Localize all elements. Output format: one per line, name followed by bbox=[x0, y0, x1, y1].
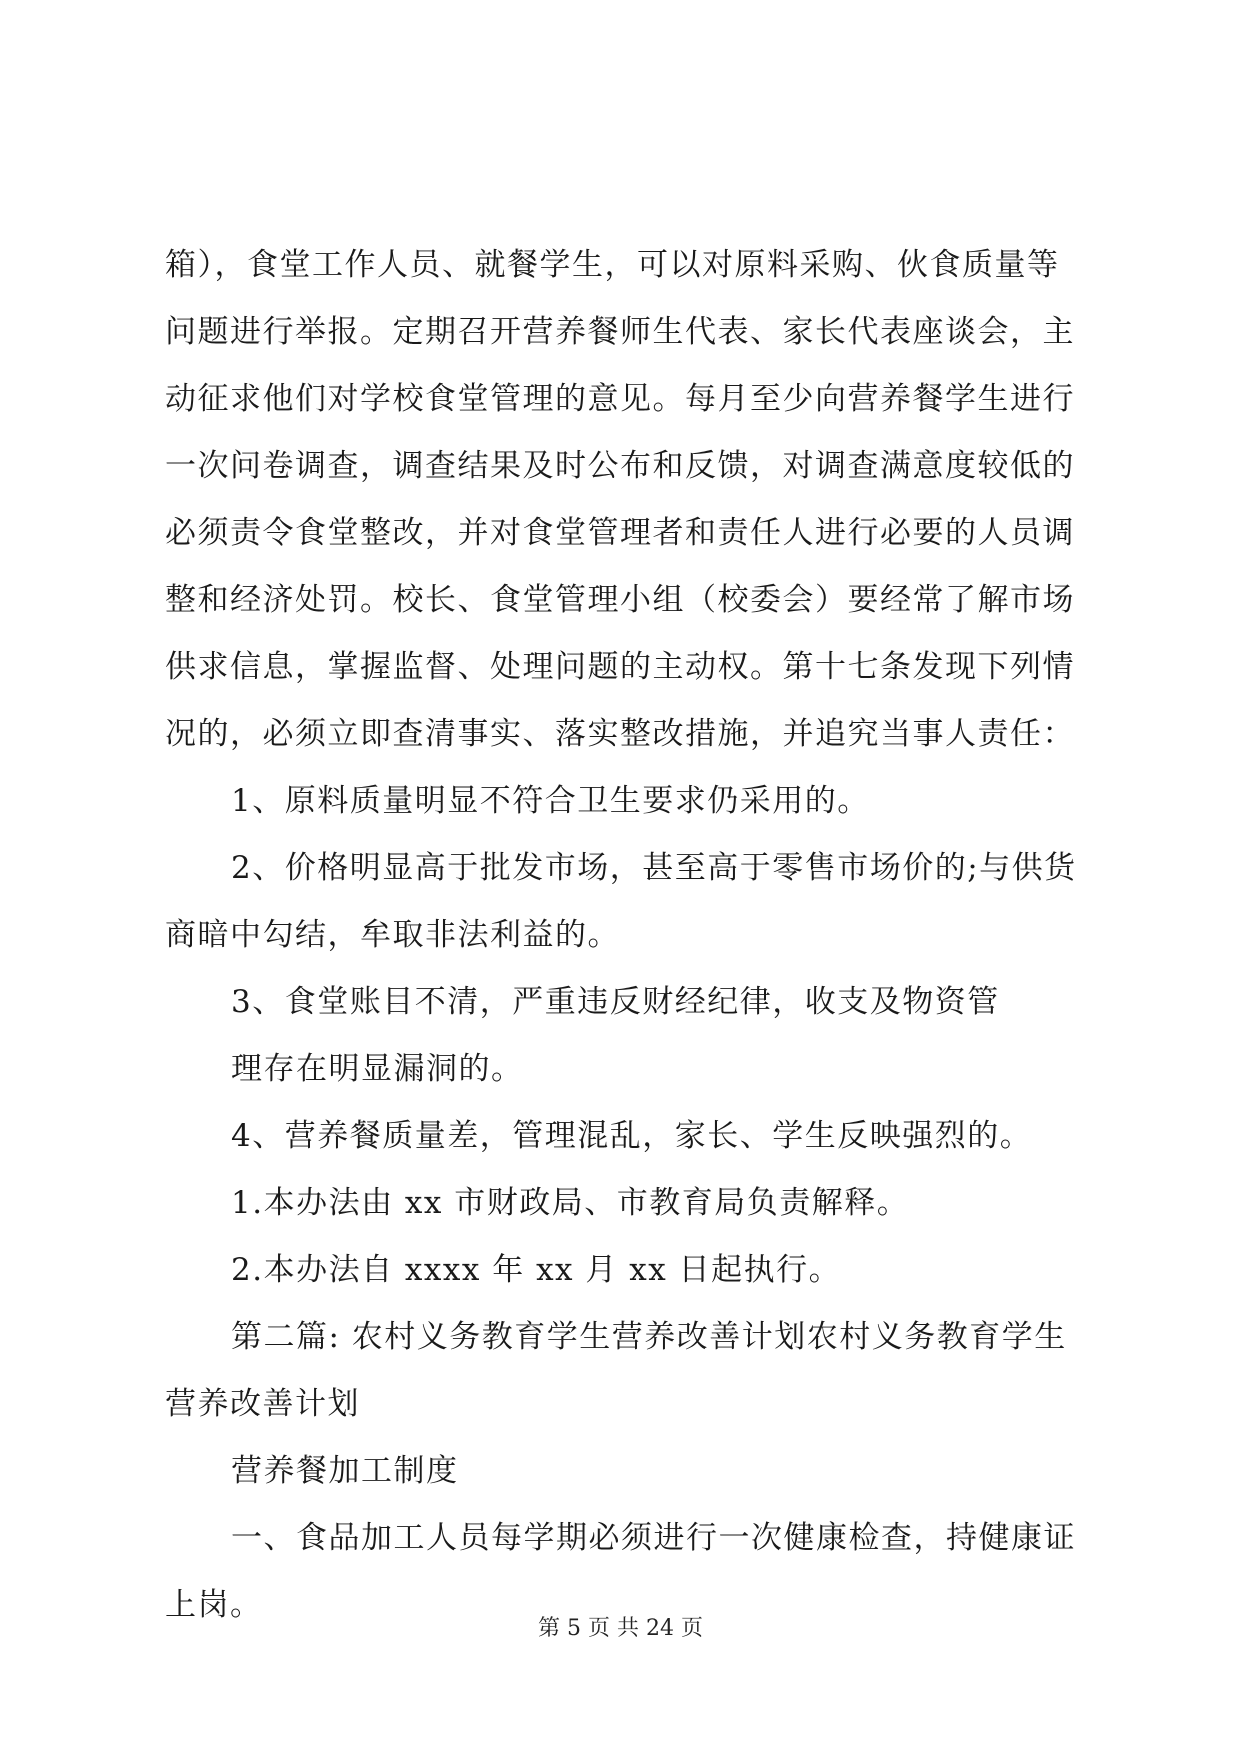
text-line: 箱），食堂工作人员、就餐学生，可以对原料采购、伙食质量等 bbox=[165, 247, 1060, 283]
text-line: 必须责令食堂整改，并对食堂管理者和责任人进行必要的人员调 bbox=[165, 515, 1075, 551]
text-line: 问题进行举报。定期召开营养餐师生代表、家长代表座谈会，主 bbox=[165, 314, 1075, 350]
text-line: 商暗中勾结，牟取非法利益的。 bbox=[165, 917, 620, 953]
text-line: 理存在明显漏洞的。 bbox=[231, 1051, 524, 1087]
subsection-title: 营养餐加工制度 bbox=[231, 1453, 459, 1489]
text-line: 动征求他们对学校食堂管理的意见。每月至少向营养餐学生进行 bbox=[165, 381, 1075, 417]
list-item: 1.本办法由 xx 市财政局、市教育局负责解释。 bbox=[231, 1185, 910, 1221]
list-item: 3、食堂账目不清，严重违反财经纪律，收支及物资管 bbox=[231, 984, 1000, 1020]
section-heading: 第二篇: 农村义务教育学生营养改善计划农村义务教育学生 bbox=[231, 1319, 1067, 1355]
text-line: 整和经济处罚。校长、食堂管理小组（校委会）要经常了解市场 bbox=[165, 582, 1075, 618]
text-line: 况的，必须立即查清事实、落实整改措施，并追究当事人责任： bbox=[165, 716, 1075, 752]
section-heading-continued: 营养改善计划 bbox=[165, 1386, 360, 1422]
list-item: 2、价格明显高于批发市场，甚至高于零售市场价的;与供货 bbox=[231, 850, 1077, 886]
page-footer: 第 5 页 共 24 页 bbox=[538, 1616, 703, 1641]
list-item: 4、营养餐质量差，管理混乱，家长、学生反映强烈的。 bbox=[231, 1118, 1033, 1154]
text-line: 供求信息，掌握监督、处理问题的主动权。第十七条发现下列情 bbox=[165, 649, 1075, 685]
list-item: 一、食品加工人员每学期必须进行一次健康检查，持健康证 bbox=[231, 1520, 1076, 1556]
text-line: 上岗。 bbox=[165, 1587, 263, 1623]
text-line: 一次问卷调查，调查结果及时公布和反馈，对调查满意度较低的 bbox=[165, 448, 1075, 484]
list-item: 1、原料质量明显不符合卫生要求仍采用的。 bbox=[231, 783, 870, 819]
document-body bbox=[165, 232, 1085, 1639]
list-item: 2.本办法自 xxxx 年 xx 月 xx 日起执行。 bbox=[231, 1252, 842, 1288]
